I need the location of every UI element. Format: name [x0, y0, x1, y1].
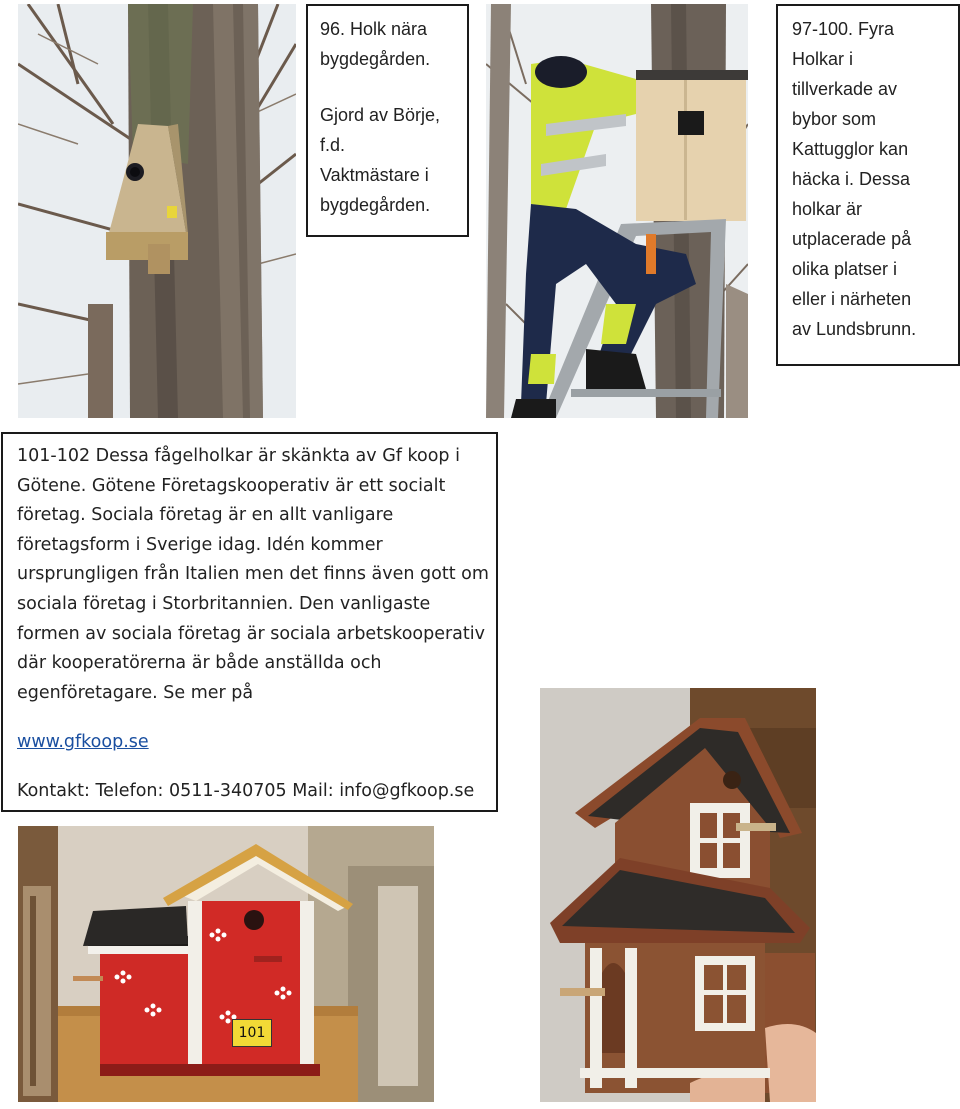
- caption-101-line: sociala företag i Storbritannien. Den vanligaste: [17, 593, 431, 614]
- caption-97-line: holkar är: [792, 199, 863, 219]
- caption-101-line: formen av sociala företag är sociala arbetskooperativ: [17, 623, 485, 644]
- caption-101-line: där kooperatörerna är både anställda och: [17, 653, 382, 674]
- caption-96-line-5: Vaktmästare i: [320, 165, 429, 185]
- caption-97-line: eller i närheten: [792, 289, 912, 309]
- caption-101-line: företag. Sociala företag är en allt vanligare: [17, 505, 394, 526]
- caption-97-line: Kattugglor kan: [792, 139, 909, 159]
- caption-97-line: bybor som: [792, 109, 877, 129]
- caption-97-line: Holkar i: [792, 49, 854, 69]
- caption-box-101: [1, 432, 498, 812]
- photo-brown-birdhouse-102: [540, 688, 816, 1102]
- caption-box-97: [776, 4, 960, 366]
- caption-101-line: 101-102 Dessa fågelholkar är skänkta av Gf koop i: [17, 446, 460, 466]
- number-tag-101: 101: [232, 1019, 272, 1047]
- caption-97-line: av Lundsbrunn.: [792, 319, 917, 339]
- contact-line: Kontakt: Telefon: 0511-340705 Mail: info@gfkoop.se: [17, 780, 475, 801]
- caption-96-line-6: bygdegården.: [320, 195, 431, 215]
- photo-tree-birdhouse-96: [18, 4, 296, 418]
- caption-101-line: egenföretagare. Se mer på: [17, 682, 254, 703]
- caption-97-line: tillverkade av: [792, 79, 898, 99]
- caption-101-line: ursprungligen från Italien men det finns även gott om: [17, 564, 489, 585]
- caption-96-line-1: 96. Holk nära: [320, 19, 428, 39]
- gfkoop-link[interactable]: www.gfkoop.se: [17, 732, 149, 753]
- caption-97-line: häcka i. Dessa: [792, 169, 911, 189]
- caption-101-line: Götene. Götene Företagskooperativ är ett socialt: [17, 475, 446, 496]
- caption-97-line: olika platser i: [792, 259, 898, 279]
- caption-97-line: 97-100. Fyra: [792, 19, 895, 39]
- caption-box-96: [306, 4, 469, 237]
- photo-red-birdhouse-101: [18, 826, 434, 1102]
- caption-96-line-2: bygdegården.: [320, 49, 431, 69]
- caption-96-line-4: f.d.: [320, 135, 346, 155]
- caption-101-line: företagsform i Sverige idag. Idén kommer: [17, 534, 383, 555]
- caption-97-line: utplacerade på: [792, 229, 912, 249]
- photo-worker-ladder-97: [486, 4, 748, 418]
- caption-96-line-3: Gjord av Börje,: [320, 105, 441, 125]
